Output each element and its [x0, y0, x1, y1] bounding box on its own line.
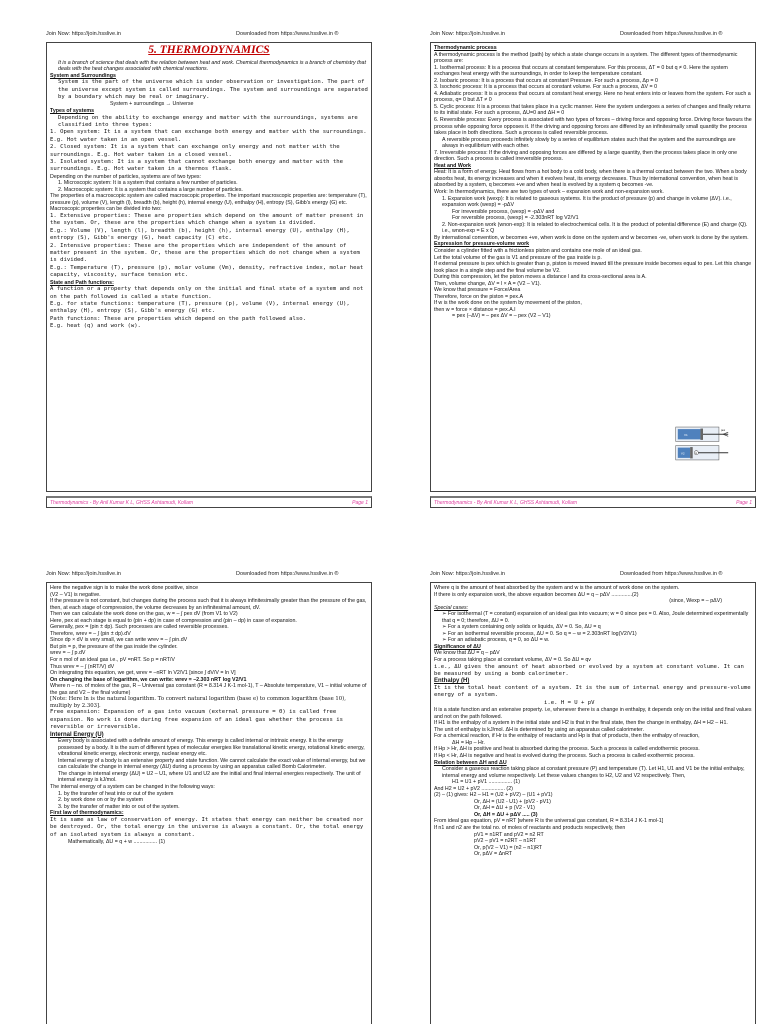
- list-item: ➢ For an adiabatic process, q = 0, so ΔU = w.: [442, 637, 550, 644]
- paragraph: But pin = p, the pressure of the gas inside the cylinder.: [50, 643, 178, 650]
- header-right[interactable]: Downloaded from https://www.hsslive.in ®: [236, 31, 339, 37]
- equation: On changing the base of logarithm, we can write: wrev = –2.303 nRT log V2/V1: [50, 676, 247, 683]
- paragraph: E.g. heat (q) and work (w).: [50, 323, 141, 330]
- paragraph: If n1 and n2 are the total no. of moles of reactants and products respectively, then: [434, 824, 626, 831]
- equation: H1 = U1 + pV1 ................ (1): [452, 779, 521, 786]
- paragraph: The internal energy of a system can be changed in the following ways:: [50, 783, 215, 790]
- equation: For irreversible process, (wexp) = -pΔV and: [452, 208, 555, 215]
- equation: (2) – (1) gives: H2 – H1 = (U2 + pV2) – (U1 + pV1): [434, 792, 553, 799]
- equation: i.e. H = U + pV: [544, 699, 595, 706]
- page-number: Page 1: [736, 500, 752, 506]
- paragraph: Heat: It is a form of energy. Heat flows from a hot body to a cold body, when there is a thermal contact between the two. When a body absorbs heat, its energy increases and when it evolves heat, its energy decreases. Thus by international convention, when heat is absorbed by a system, q becomes +ve and when heat is evolved by a system q becomes -ve.: [434, 169, 747, 189]
- paragraph: If the pressure is not constant, but changes during the process such that it is always infinitesimally greater than the pressure of the gas, then, at each stage of compression, the volume decreases by an infinitesimal amount, dV.: [50, 598, 367, 611]
- header-right[interactable]: Downloaded from https://www.hsslive.in ®: [620, 31, 723, 37]
- content-box: [46, 582, 372, 1024]
- paragraph: Here the negative sign is to make the work done positive, since: [50, 585, 199, 591]
- label-area: A: [695, 451, 698, 455]
- equation: On integrating this equation, we get, wrev = –nRT ln V2/V1 [since ∫ dV/V = ln V]: [50, 670, 236, 677]
- paragraph: Therefore, force on the piston = pex.A: [434, 293, 524, 300]
- paragraph: i.e., ΔU gives the amount of heat absorbed or evolved by a system at constant volume. It can be measured by using a bomb calorimeter.: [434, 663, 744, 677]
- paragraph: E.g.: Volume (V), length (l), breadth (b), height (h), internal energy (U), enthalpy (H), entropy (S), Gibb's energy (G), heat capacity (C) etc.: [50, 227, 350, 242]
- section-heading: Enthalpy (H): [434, 678, 470, 685]
- piston: [700, 429, 703, 440]
- equation: = pex (–ΔV) = – pex ΔV = – pex (V2 – V1): [452, 313, 551, 320]
- chapter-title: 5. THERMODYNAMICS: [148, 44, 270, 56]
- page-number: Page 1: [352, 500, 368, 506]
- list-item: 2. Isobaric process: It is a process that occurs at constant Pressure. For such a process, Δp = 0: [434, 77, 658, 84]
- list-item: 3. by the transfer of matter into or out of the system.: [58, 803, 180, 810]
- list-item: 2. Non-expansion work (wnon-exp): It is related to electrochemical cells. It is the product of potential difference (E) and charge (Q). i.e., wnon-exp = E x Q: [442, 221, 748, 235]
- paragraph: 2. Intensive properties: These are the properties which are independent of the amount of matter present in the system. Or, these are the properties which do not change when a system is divided.: [50, 242, 360, 264]
- paragraph: If external pressure is pex which is greater than p, piston is moved inward till the pressure inside becomes equal to pex. Let this change took place in a single step and the final volume be V2.: [434, 261, 752, 274]
- paragraph: A reversible process proceeds infinitely slowly by a series of equilibrium states such that the system and the surroundings are always in equilibrium with each other.: [442, 136, 736, 150]
- equation: If there is only expansion work, the above equation becomes ΔU = q – pΔV ..............(2): [434, 591, 639, 598]
- paragraph: Internal energy of a body is an extensive property and state function. We cannot calculate the exact value of internal energy, but we can calculate the change in internal energy (ΔU) during a process by using an apparatus called Bomb Calorimeter.: [58, 757, 366, 771]
- equation: Or, ΔH = (U2 - U1) + (pV2 - pV1): [474, 798, 551, 805]
- section-heading: Special cases:: [434, 604, 469, 611]
- section-heading: Expression for pressure-volume work: [434, 241, 530, 248]
- list-item: 1. Microscopic system: It is a system that contains a few number of particles.: [58, 180, 238, 187]
- footer-text: Thermodynamics - By Anil Kumar K L, GHSS Ashtamudi, Kollam: [434, 500, 578, 506]
- paragraph: It is same as law of conservation of energy. It states that energy can neither be created nor be destroyed. Or, the total energy in the universe is always a constant. Or, the total energy of an isolated system is always a constant.: [50, 816, 364, 838]
- paragraph: If Hp > Hr, ΔH is positive and heat is absorbed during the process. Such a process is called endothermic process.: [434, 746, 700, 753]
- paragraph: Macroscopic properties can be divided into two:: [50, 206, 162, 213]
- paragraph: 1. Extensive properties: These are properties which depend on the amount of matter present in the system. Or, these are the properties which change when a system is divided.: [50, 213, 364, 227]
- section-heading: Types of systems: [50, 107, 95, 114]
- paragraph: The unit of enthalpy is kJ/mol. ΔH is determined by using an apparatus called calorimeter.: [434, 726, 644, 733]
- paragraph: Path functions: These are properties which depend on the path followed also.: [50, 315, 306, 322]
- list-item: 7. Irreversible process: If the driving and opposing forces are differed by a large quantity, then the process takes place in only one direction. Such a process is called irreversible process.: [434, 149, 738, 163]
- paragraph: By international convention, w becomes +ve, when work is done on the system and w becomes -ve, when work is done by the system.: [434, 234, 749, 241]
- equation: Mathematically, ΔU = q + w ................ (1): [68, 838, 166, 845]
- piston: [690, 447, 693, 458]
- paragraph: Depending on the number of particles, systems are of two types:: [50, 173, 202, 180]
- paragraph: If H1 is the enthalpy of a system in the initial state and H2 is that in the final state, then the change in enthalpy, ΔH = H2 – H1.: [434, 720, 728, 727]
- equation: Or, pΔV = ΔnRT: [474, 851, 513, 858]
- equation: Or, ΔH = ΔU + pΔV ..... (3): [474, 811, 538, 818]
- paragraph: System is the part of the universe which is under observation or investigation. The part of the universe except system is called surroundings. The system and surroundings are separated by a boundary which may be real or imaginary.: [58, 79, 368, 100]
- paragraph: (V2 – V1) is negative.: [50, 591, 101, 598]
- paragraph: The properties of a macroscopic system are called macroscopic properties. The important macroscopic properties are: temperature (T), pressure (p), volume (V), length (l), breadth (b), height (h), internal energy (U), enthalpy (H), entropy (S), Gibb's energy (G) etc.: [50, 193, 367, 206]
- paragraph: From ideal gas equation, pV = nRT [where R is the universal gas constant, R = 8.314 J K-1 mol-1]: [434, 818, 664, 825]
- footer-text: Thermodynamics - By Anil Kumar K L, GHSS Ashtamudi, Kollam: [50, 500, 194, 506]
- equation: pV1 = n1RT and pV2 = n2 RT: [474, 831, 544, 838]
- list-item: 1. Isothermal process: It is a process that occurs at constant temperature. For this process, ΔT = 0 but q ≠ 0. Here the system exchanges heat energy with the surroundings, in order to keep the temperature constant.: [434, 64, 728, 78]
- header-left[interactable]: Join Now: https://join.hsslive.in: [430, 571, 505, 577]
- paragraph: For a chemical reaction, if Hr is the enthalpy of reactants and Hp is that of products, then the enthalpy of reaction,: [434, 733, 700, 740]
- paragraph: Free expansion: Expansion of a gas into vacuum (external pressure = 0) is called free expansion. No work is done during free expansion of an ideal gas whether the process is reversible or irreversible.: [50, 709, 343, 731]
- page-footer: [430, 496, 756, 508]
- page-1: [6, 28, 378, 510]
- paragraph: Here, pex at each stage is equal to (pin + dp) in case of compression and (pin – dp) in case of expansion.: [50, 617, 297, 624]
- paragraph: 3. Isolated system: It is a system that cannot exchange both energy and matter with the surroundings. E.g. Hot water taken in a thermos flask.: [50, 158, 343, 173]
- equation: Then we can calculate the work done on the gas, w = – ∫ pex dV (from V1 to V2): [50, 611, 238, 618]
- paragraph: 2. Closed system: It is a system that can exchange only energy and not matter with the surroundings. E.g. Hot water taken in a closed vessel.: [50, 144, 340, 158]
- equation: For n mol of an ideal gas i.e., pV =nRT. So p = nRT/V: [50, 657, 175, 664]
- header-right[interactable]: Downloaded from https://www.hsslive.in ®: [236, 571, 339, 577]
- note: [Note: Here ln is the natural logarithm. To convert natural logarithm (base e) to common logarithm (base 10), multiply by 2.303].: [50, 696, 346, 709]
- equation: And H2 = U2 + pV2 ................ (2): [434, 785, 513, 792]
- list-item: ➢ For an isothermal reversible process, ΔU = 0. So q = – w = 2.303nRT log(V2/V1): [442, 630, 637, 637]
- paragraph: Let the total volume of the gas is V1 and pressure of the gas inside is p.: [434, 254, 602, 261]
- list-item: 2. by work done on or by the system: [58, 797, 144, 804]
- paragraph: 1. Open system: It is a system that can exchange both energy and matter with the surroundings. E.g. Hot water taken in an open vessel.: [50, 129, 367, 143]
- content-box: [430, 42, 756, 492]
- paragraph: A function or a property that depends only on the initial and final state of a system and not on the path followed is called a state function.: [50, 286, 364, 300]
- list-item: 6. Reversible process: Every process is associated with two types of forces – driving force and opposing force. Driving force favours the process while opposing force opposes it. If the driving and opposing forces are differed by an infinitesimally small quantity the process takes place in both directions. Such a process is called reversible process.: [434, 117, 752, 137]
- equation: Or, ΔH = ΔU + p (V2 - V1): [474, 805, 535, 812]
- paragraph: E.g.: Temperature (T), pressure (p), molar volume (Vm), density, refractive index, molar heat capacity, viscosity, surface tension etc.: [50, 264, 364, 279]
- equation: wrev = – ∫ p.dV: [50, 650, 86, 657]
- piston-cylinder-diagram: [648, 426, 758, 462]
- list-item: 3. Isochoric process: It is a process that occurs at constant volume. For such a process, ΔV = 0: [434, 84, 658, 91]
- section-heading: Thermodynamic process: [434, 45, 497, 51]
- header-left[interactable]: Join Now: https://join.hsslive.in: [46, 31, 121, 37]
- section-heading: Relation between ΔH and ΔU: [434, 759, 507, 766]
- paragraph: then w = force × distance = pex.A.l: [434, 306, 516, 313]
- paragraph: If Hp < Hr, ΔH is negative and heat is evolved during the process. Such a process is called exothermic process.: [434, 752, 695, 759]
- list-item: 1. by the transfer of heat into or out of the system: [58, 790, 174, 797]
- paragraph: It is the total heat content of a system. It is the sum of internal energy and pressure-volume energy of a system.: [434, 684, 751, 699]
- paragraph: For a process taking place at constant volume, ΔV = 0. So ΔU = qv: [434, 657, 591, 664]
- paragraph: Where q is the amount of heat absorbed by the system and w is the amount of work done on the system.: [434, 585, 680, 591]
- page-3: [6, 568, 378, 1024]
- paragraph: Consider a gaseous reaction taking place at constant pressure (P) and temperature (T). Let H1, U1 and V1 be the initial enthalpy, internal energy and volume respectively. Let these values changes to H2, U2 and V2 respectively. Then,: [442, 766, 745, 779]
- paragraph: Generally, pex = (pin ± dp). Such processes are called reversible processes.: [50, 624, 229, 631]
- equation: Since dp × dV is very small, we can write wrev = – ∫ pin.dV: [50, 637, 188, 644]
- header-left[interactable]: Join Now: https://join.hsslive.in: [46, 571, 121, 577]
- equation: We know that ΔU = q – pΔV: [434, 650, 500, 657]
- paragraph: Then, volume change, ΔV = l × A = (V2 – V1).: [434, 280, 542, 287]
- paragraph: If w is the work done on the system by movement of the piston,: [434, 300, 582, 307]
- equation: pV2 – pV1 = n2RT – n1RT: [474, 838, 537, 845]
- paragraph: Where n – no. of moles of the gas, R – Universal gas constant (R = 8.314 J K-1 mol-1), T – Absolute temperature, V1 – initial volume of the gas and V2 – the final volume): [50, 683, 367, 696]
- section-heading: First law of thermodynamics:: [50, 810, 124, 817]
- label-pex: pex: [721, 429, 726, 433]
- section-heading: State and Path functions:: [50, 279, 114, 286]
- paragraph: E.g. for state functions: temperature (T), pressure (p), volume (V), internal energy (U), enthalpy (H), entropy (S), Gibb's energy (G) etc.: [50, 301, 350, 315]
- list-item: ➢ For isothermal (T = constant) expansion of an ideal gas into vacuum; w = 0 since pex = 0. Also, Joule determined experimentally that q = 0; therefore, ΔU = 0.: [442, 611, 749, 624]
- section-heading: Heat and Work: [434, 162, 471, 169]
- content-box: [430, 582, 756, 1024]
- header-right[interactable]: Downloaded from https://www.hsslive.in ®: [620, 571, 723, 577]
- equation: Or, p(V2 – V1) = (n2 – n1)RT: [474, 844, 543, 851]
- list-item: 5. Cyclic process: It is a process that takes place in a cyclic manner. Here the system undergoes a series of changes and finally returns to its initial state. For such a process, ΔU=0 and ΔH = 0: [434, 103, 751, 117]
- paragraph: Every body is associated with a definite amount of energy. This energy is called internal or intrinsic energy. It is the energy possessed by a body. It is the sum of different types of molecular energies like translational kinetic energy, rotational kinetic energy, vibrational kinetic energy, electronic energy, nuclear energy etc.: [58, 738, 365, 758]
- label-v1: V1: [683, 432, 688, 437]
- equation: Therefore, wrev = – ∫ (pin ± dp).dV: [50, 630, 131, 637]
- paragraph: Depending on the ability to exchange energy and matter with the surroundings, systems are classified into three types:: [58, 114, 358, 128]
- equation: For reversible process, (wexp) = -2.303nRT log V2/V1: [452, 215, 579, 222]
- gas-v1: [678, 429, 701, 439]
- section-heading: Internal Energy (U): [50, 731, 104, 738]
- page-footer: [46, 496, 372, 508]
- paragraph: The change in internal energy (ΔU) = U2 – U1, where U1 and U2 are the initial and final internal energies respectively. The unit of internal energy is kJ/mol.: [58, 770, 361, 784]
- paragraph: We know that pressure = Force/Area: [434, 287, 521, 294]
- page-4: [390, 568, 762, 1024]
- equation: (since, Wexp = – pΔV): [669, 598, 722, 605]
- label-v2: V2: [680, 451, 685, 456]
- paragraph: It is a state function and an extensive property. i.e, whenever there is a change in enthalpy, it depends only on the initial and final values and not on the path followed.: [434, 707, 752, 720]
- section-heading: System and Surroundings: [50, 72, 116, 79]
- list-item: 2. Macroscopic system: It is a system that contains a large number of particles.: [58, 186, 243, 193]
- paragraph: Consider a cylinder fitted with a frictionless piston and contains one mole of an ideal gas.: [434, 247, 642, 254]
- paragraph: During this compression, let the piston moves a distance l and its cross-sectional area is A.: [434, 274, 647, 281]
- equation: System + surroundings → Universe: [110, 101, 194, 108]
- section-heading: Significance of ΔU: [434, 643, 481, 650]
- paragraph: A thermodynamic process is the method (path) by which a state change occurs in a system. The different types of thermodynamic process are:: [434, 51, 738, 65]
- page-2: [390, 28, 762, 510]
- paragraph: Work: In thermodynamics, there are two types of work – expansion work and non-expansion work.: [434, 189, 664, 196]
- equation: Thus wrev = – ∫ (nRT/V) dV: [50, 663, 115, 670]
- list-item: ➢ For a system containing only solids or liquids, ΔV = 0. So, ΔU = q: [442, 624, 601, 631]
- paragraph: It is a branch of science that deals with the relation between heat and work. Chemical thermodynamics is a branch of chemistry that deals with the heat changes associated with chemical reactions.: [58, 59, 366, 73]
- header-left[interactable]: Join Now: https://join.hsslive.in: [430, 31, 505, 37]
- list-item: 4. Adiabatic process: It is a process that occurs at constant heat energy. Here no heat enters into or leaves from the system. For such a process, q= 0 but ΔT ≠ 0: [434, 90, 751, 104]
- content-box: [46, 42, 372, 492]
- equation: ΔH = Hp – Hr.: [452, 739, 485, 746]
- list-item: 1. Expansion work (wexp): It is related to gaseous systems. It is the product of pressure (p) and change in volume (ΔV). i.e., expansion work (wexp) = -pΔV: [442, 195, 732, 209]
